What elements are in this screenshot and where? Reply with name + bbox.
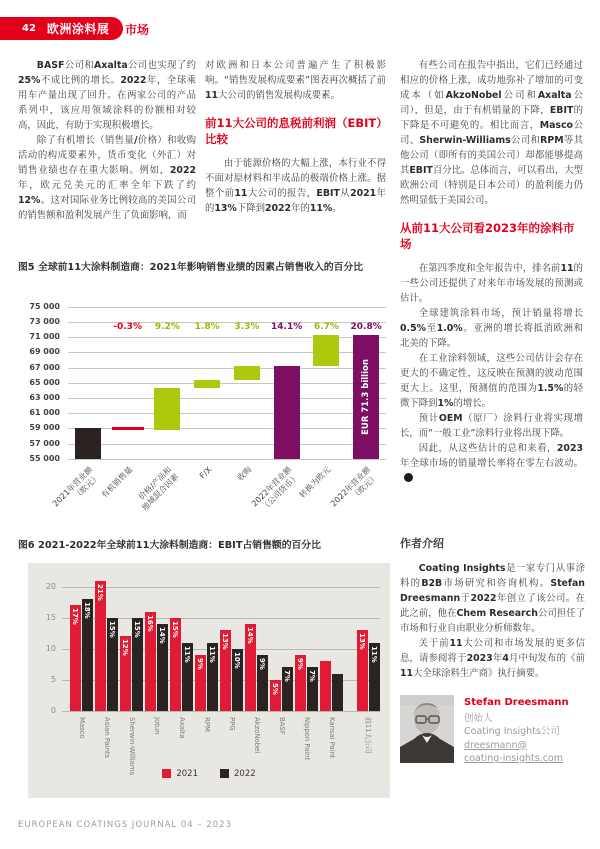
bar-value-label: 5% bbox=[271, 682, 279, 695]
author-info bbox=[464, 695, 569, 766]
bar-value-label: 7% bbox=[308, 670, 316, 683]
legend-swatch bbox=[220, 769, 229, 778]
section-badge-title: 欧洲涂料展 bbox=[46, 22, 110, 36]
author-section bbox=[400, 535, 585, 766]
y-axis-tick-label: 65 000 bbox=[29, 377, 60, 387]
x-axis-category-label: Kansai Paint bbox=[328, 716, 336, 759]
body-paragraph: 有些公司在报告中指出，它们已经通过相应的价格上涨，成功地弥补了增加的可变成本（如AkzoNobel公司和Axalta公司），但是，由于有机销量的下降，EBIT的下降是不可避免的。相比而言，Masco公司、Sherwin-Williams公司和RPM等其他公司（即所有的美国公司）却都能够提高其EBIT百分比。总体而言，可以看出，大型欧洲公司（特别是日本公司）的盈利能力仍然明显低于美国公司。 bbox=[400, 60, 583, 206]
figure5-block bbox=[18, 262, 390, 531]
y-axis-tick-label: 63 000 bbox=[29, 392, 60, 402]
legend-item bbox=[162, 769, 198, 779]
x-axis-category-label: PPG bbox=[228, 716, 236, 731]
figure6-bar-chart bbox=[28, 563, 390, 798]
subheading-market-2023: 从前11大公司看2023年的涂料市场 bbox=[400, 221, 575, 251]
figure6-block bbox=[18, 540, 390, 798]
text-column-2 bbox=[205, 58, 386, 260]
body-paragraph: 预计OEM（原厂）涂料行业将实现增长，而“一般工业”涂料行业将出现下降。 bbox=[400, 413, 583, 440]
y-axis-tick-label: 57 000 bbox=[29, 438, 60, 448]
gridline bbox=[68, 307, 386, 308]
author-paragraph: 关于前11大公司和市场发展的更多信息，请参阅将于2023年4月中旬发布的《前11大全球涂料生产商》执行摘要。 bbox=[400, 638, 585, 679]
gridline bbox=[62, 587, 380, 588]
waterfall-percent-label: 3.3% bbox=[234, 321, 260, 332]
author-company: Coating Insights公司 bbox=[464, 726, 560, 737]
bar-value-label: 17% bbox=[71, 608, 79, 626]
gridline bbox=[68, 368, 386, 369]
x-axis-category-label: Jotun bbox=[153, 716, 161, 735]
ebit-bar-2022 bbox=[332, 674, 343, 711]
author-email-link[interactable]: dreesmann@ bbox=[464, 739, 527, 751]
y-axis-tick-label: 67 000 bbox=[29, 362, 60, 372]
body-paragraph: 对欧洲和日本公司普遍产生了积极影响。“销售发展构成要素”图表再次概括了前11大公司的销售发展构成要素。 bbox=[205, 60, 386, 101]
page-number: 42 bbox=[22, 23, 36, 34]
y-axis-tick-label: 10 bbox=[45, 643, 56, 653]
ebit-bar-2021 bbox=[320, 661, 331, 711]
legend-swatch bbox=[162, 769, 171, 778]
waterfall-bar bbox=[234, 366, 260, 381]
bar-value-label: 21% bbox=[96, 583, 104, 601]
bar-value-label: 13% bbox=[221, 633, 229, 650]
body-paragraph: 全球建筑涂料市场，预计销量将增长0.5%至1.0%。亚洲的增长将抵消欧洲和北美的下降。 bbox=[400, 308, 583, 350]
waterfall-dash bbox=[112, 427, 144, 430]
y-axis-tick-label: 0 bbox=[50, 705, 56, 715]
bar-value-label: 15% bbox=[171, 620, 179, 638]
body-paragraph: BASF公司和Axalta公司也实现了约25%不成比例的增长。2022年，全球乘用车产量出现了回升。在两家公司的产品系列中，该应用领域涂料的份额相对较高，因此，有助于实现积极增长。 bbox=[18, 60, 196, 131]
legend-label: 2022 bbox=[234, 768, 256, 779]
y-axis-tick-label: 15 bbox=[45, 612, 56, 622]
bar-value-label: 11% bbox=[183, 645, 191, 663]
waterfall-percent-label: 14.1% bbox=[271, 321, 303, 332]
x-axis-category-label: 有机销售量 bbox=[99, 464, 134, 500]
x-axis-category-label: 2021年营业额 （欧元） bbox=[50, 464, 102, 509]
section-label: 市场 bbox=[125, 23, 150, 37]
x-axis-category-label: Nippon Paint bbox=[303, 716, 311, 760]
gridline bbox=[68, 398, 386, 399]
bar-value-label: 7% bbox=[283, 670, 291, 683]
section-badge bbox=[0, 17, 123, 40]
author-card bbox=[400, 695, 585, 766]
y-axis-tick-label: 20 bbox=[45, 581, 56, 591]
x-axis-category-label: Masco bbox=[78, 716, 86, 739]
legend-item bbox=[220, 769, 256, 779]
figure6-caption: 图6 2021-2022年全球前11大涂料制造商：EBIT占销售额的百分比 bbox=[18, 540, 321, 551]
author-paragraph: Coating Insights是一家专门从事涂料的B2B市场研究和咨询机构。Stefan Dreesmann于2022年创立了该公司。在此之前，他在Chem Research公司担任了市场和行业自由职业分析师数年。 bbox=[400, 563, 585, 634]
body-paragraph bbox=[400, 441, 583, 486]
x-axis-category-label: RPM bbox=[203, 716, 211, 732]
y-axis-tick-label: 55 000 bbox=[29, 453, 60, 463]
bar-value-label: 14% bbox=[158, 626, 166, 644]
text-column-1 bbox=[18, 58, 196, 260]
bar-value-label: 9% bbox=[258, 657, 266, 670]
x-axis-category-label: 2022年营业额 （公司货币） bbox=[249, 464, 300, 512]
end-of-article-icon bbox=[404, 473, 413, 482]
waterfall-bar bbox=[154, 388, 180, 429]
bar-value-label: 15% bbox=[108, 620, 116, 638]
figure5-caption: 图5 全球前11大涂料制造商：2021年影响销售业绩的因素占销售收入的百分比 bbox=[18, 262, 364, 273]
figure5-waterfall-chart bbox=[18, 289, 390, 531]
x-axis-category-label: Asian Paints bbox=[103, 716, 111, 758]
y-axis-tick-label: 61 000 bbox=[29, 408, 60, 418]
body-paragraph: 在工业涂料领域，这些公司估计会存在更大的不确定性，这反映在预测的波动范围更大上。这里，预测值的范围为1.5%的轻微下降到1%的增长。 bbox=[400, 353, 583, 410]
author-photo bbox=[400, 695, 454, 763]
gridline bbox=[68, 413, 386, 414]
waterfall-percent-label: 6.7% bbox=[313, 321, 339, 332]
x-axis-category-label: AkzoNobel bbox=[253, 716, 261, 753]
waterfall-bar bbox=[194, 380, 220, 388]
waterfall-percent-label: 9.2% bbox=[154, 321, 180, 332]
x-axis-category-label: 前11大公司 bbox=[364, 716, 372, 754]
x-axis-category-label: Axalta bbox=[178, 716, 186, 739]
y-axis-tick-label: 69 000 bbox=[29, 347, 60, 357]
bar-value-label: 9% bbox=[196, 657, 204, 670]
waterfall-bar bbox=[75, 428, 101, 458]
waterfall-bar bbox=[274, 366, 300, 459]
x-axis-category-label: 2022年营业额 （欧元） bbox=[329, 464, 380, 509]
x-axis-category-label: F/X bbox=[198, 464, 214, 481]
author-title: 创始人 bbox=[464, 712, 493, 724]
x-axis-category-label: 收购 bbox=[235, 464, 254, 483]
bar-value-label: 18% bbox=[83, 602, 91, 619]
bar-value-label: 15% bbox=[133, 620, 141, 638]
y-axis-tick-label: 73 000 bbox=[29, 316, 60, 326]
bar-value-label: 9% bbox=[296, 657, 304, 670]
y-axis-tick-label: 71 000 bbox=[29, 332, 60, 342]
waterfall-percent-label: 1.8% bbox=[194, 321, 220, 332]
legend-label: 2021 bbox=[176, 768, 198, 779]
waterfall-bar bbox=[313, 335, 339, 366]
body-paragraph: 除了有机增长（销售量/价格）和收购活动的构成要素外，货币变化（外汇）对销售业绩也存在重大影响。例如，2022年，欧元兑美元的汇率全年下跌了约12%。这对国际业务比例较高的美国公司的销售额和盈利发展产生了负面影响，而 bbox=[18, 135, 196, 221]
body-paragraph: 由于能源价格的大幅上涨，本行业不得不面对原材料和半成品的极端价格上涨。据整个前11大公司的报告，EBIT从2021年的13%下降到2022年的11%。 bbox=[205, 158, 386, 215]
subheading-ebit-comparison: 前11大公司的息税前利润（EBIT）比较 bbox=[205, 116, 382, 146]
y-axis-tick-label: 59 000 bbox=[29, 423, 60, 433]
body-paragraph-text: 因此，从这些估计的总和来看，2023年全球市场的销量增长率将在零左右波动。 bbox=[400, 443, 583, 470]
x-axis-category-label: Sherwin-Williams bbox=[128, 716, 136, 775]
waterfall-percent-label: -0.3% bbox=[113, 321, 142, 332]
author-name: Stefan Dreesmann bbox=[464, 697, 569, 708]
author-portrait-image bbox=[400, 695, 454, 763]
bar-value-label: 11% bbox=[370, 645, 378, 663]
x-axis-category-label: 价格/产品和 地域混合因素 bbox=[137, 464, 181, 512]
legend bbox=[28, 769, 390, 779]
gridline bbox=[62, 711, 380, 712]
x-axis-category-label: BASF bbox=[278, 716, 286, 735]
body-paragraph: 在第四季度和全年报告中，排名前11的一些公司还提供了对来年市场发展的预测或估计。 bbox=[400, 263, 583, 305]
x-axis-category-label: 转换为欧元 bbox=[298, 464, 333, 500]
y-axis-tick-label: 75 000 bbox=[29, 301, 60, 311]
waterfall-percent-label: 20.8% bbox=[350, 321, 382, 332]
journal-footer: EUROPEAN COATINGS JOURNAL 04 – 2023 bbox=[18, 820, 232, 830]
gridline bbox=[68, 459, 386, 460]
bar-inner-label: EUR 71.3 billion bbox=[361, 358, 372, 435]
bar-value-label: 11% bbox=[208, 645, 216, 663]
y-axis-tick-label: 5 bbox=[50, 674, 56, 684]
bar-value-label: 16% bbox=[146, 614, 154, 632]
bar-value-label: 13% bbox=[358, 633, 366, 650]
bar-value-label: 12% bbox=[121, 639, 129, 657]
author-email-link[interactable]: coating-insights.com bbox=[464, 753, 563, 764]
author-section-heading: 作者介绍 bbox=[400, 537, 444, 550]
text-column-3 bbox=[400, 58, 583, 532]
gridline bbox=[68, 383, 386, 384]
gridline bbox=[68, 444, 386, 445]
bar-value-label: 14% bbox=[246, 626, 254, 644]
bar-value-label: 10% bbox=[233, 651, 241, 669]
